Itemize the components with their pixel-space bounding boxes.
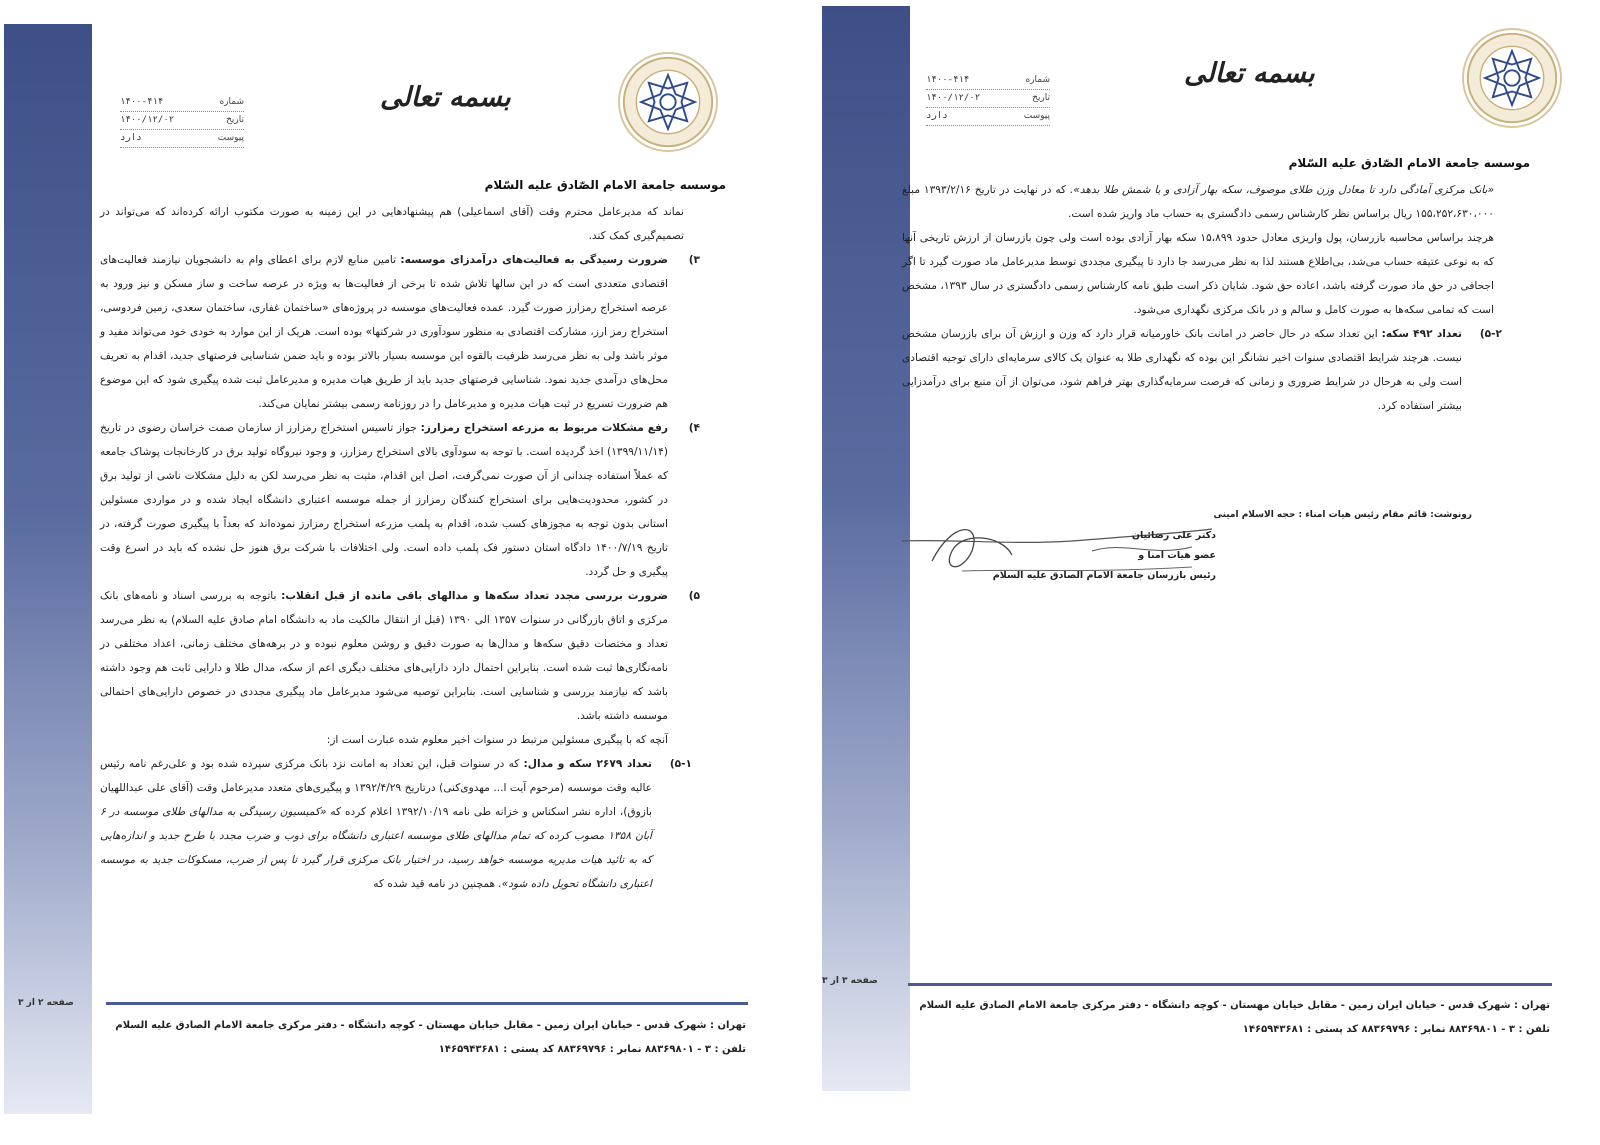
letter-page-3	[822, 6, 1600, 1091]
footer-rule	[908, 983, 1552, 986]
letter-date: ۱۴۰۰/۱۲/۰۲	[120, 115, 175, 125]
letter-number: ۱۴۰۰-۴۱۴	[926, 75, 970, 85]
letter-body	[902, 178, 1502, 418]
section-tail: همچنین در نامه قید شده که	[373, 878, 499, 890]
signer-name: دکتر علی رضائیان	[1131, 530, 1216, 541]
letter-page-2	[0, 24, 776, 1114]
signer-title: رئیس بازرسان جامعة الامام الصادق علیه السلام	[992, 570, 1216, 581]
section-number: ۵-۲)	[1479, 328, 1502, 340]
university-seal-icon	[1462, 28, 1562, 128]
section-5-2	[902, 322, 1502, 418]
section-text: این تعداد سکه در حال حاضر در امانت بانک خاورمیانه قرار دارد که وزن و ارزش آن برای بازرسان مشخص نیست. هرچند شرایط اقتصادی سنوات اخیر نشانگر این بوده که نگهداری طلا به عنوان یک کالای سرمایه‌ای دارای توجیه اقتصادی است ولی به هرحال در شرایط ضروری و زمانی که فرصت سرمایه‌گذاری بهتر فراهم شود، می‌توان از آن منبع برای درآمدزایی بیشتر استفاده کرد.	[902, 328, 1462, 412]
section-heading: تعداد ۲۶۷۹ سکه و مدال:	[523, 758, 653, 770]
section-5-1	[100, 752, 692, 896]
section-4	[100, 416, 700, 584]
page-number: صفحه ۲ از ۳	[18, 998, 74, 1008]
letter-meta	[120, 94, 244, 148]
university-seal-icon	[618, 52, 718, 152]
section-heading: رفع مشکلات مربوط به مزرعه استخراج رمزارز:	[420, 422, 668, 434]
quoted-text: «کمیسیون رسیدگی به مدالهای طلای موسسه در ۶ آبان ۱۳۵۸ مصوب کرده که تمام مدالهای طلای موسسه اعتباری دانشگاه برای ذوب و ضرب مجدد با طرح جدید و اندازه‌هایی که به تائید هیات مدیریه موسسه خواهد رسید، در اختیار بانک مرکزی قرار گیرد تا پس از ضرب، مسکوکات جدید به موسسه اعتباری دانشگاه تحویل داده شود».	[100, 806, 652, 890]
section-heading: تعداد ۴۹۲ سکه:	[1381, 328, 1462, 340]
footer-address: تهران : شهرک قدس - خیابان ایران زمین - مقابل خیابان مهستان - کوچه دانشگاه - دفتر مرکزی جامعة الامام الصادق علیه السلام	[115, 1020, 746, 1031]
letter-date: ۱۴۰۰/۱۲/۰۲	[926, 93, 981, 103]
paragraph-2: هرچند براساس محاسبه بازرسان، پول واریزی معادل حدود ۱۵،۸۹۹ سکه بهار آزادی بوده است ولی چون بازرسان از ارزش تاریخی آنها که به نوعی عتیقه حساب می‌شد، بی‌اطلاع هستند لذا به نظر می‌رسد جا دارد تا پیگیری مجددی توسط مدیرعامل ماد صورت گیرد تا اگر اجحافی در حق ماد صورت گرفته باشد، اعاده حق شود. شایان ذکر است طبق نامه کارشناس رسمی دادگستری در سال ۱۳۹۳، مشخص است که تمامی سکه‌ها به صورت کامل و سالم و در بانک مرکزی نگهداری می‌شود.	[902, 232, 1495, 316]
section-3	[100, 248, 700, 416]
section-5-followup: آنچه که با پیگیری مسئولین مرتبط در سنوات اخیر معلوم شده عبارت است از:	[326, 734, 668, 746]
signature-block	[993, 526, 1216, 586]
attachment-value: دارد	[926, 111, 948, 121]
number-label: شماره	[219, 97, 244, 107]
intro-paragraph: نماند که مدیرعامل محترم وقت (آقای اسماعیلی) هم پیشنهادهایی در این زمینه به صورت مکتوب ارائه کرده‌اند که می‌تواند در تصمیم‌گیری کمک کند.	[100, 206, 684, 242]
basmala-heading: بسمه تعالی	[380, 82, 511, 113]
signer-role: عضو هیات امنا و	[1138, 550, 1216, 561]
section-number: ۴)	[688, 422, 700, 434]
basmala-heading: بسمه تعالی	[1184, 58, 1315, 89]
date-label: تاریخ	[1032, 93, 1050, 103]
attachment-label: پیوست	[1023, 111, 1050, 121]
footer-address: تهران : شهرک قدس - خیابان ایران زمین - مقابل خیابان مهستان - کوچه دانشگاه - دفتر مرکزی جامعة الامام الصادق علیه السلام	[919, 1000, 1550, 1011]
section-text: جواز تاسیس استخراج رمزارز از سازمان صمت خراسان رضوی در تاریخ (۱۳۹۹/۱۱/۱۴) اخذ گردیده است. با توجه به سودآوی بالای استخراج رمزارز، و وجود نیروگاه تولید برق در کارخانجات پوشاک جامعه که عملاً استفاده چندانی از آن صورت نمی‌گرفت، اصل این اقدام، مثبت به نظر می‌رسد لکن به دلیل مشکلات ناشی از تولید برق در کشور، محدودیت‌هایی برای استخراج کنندگان رمزارز از جمله موسسه اعتباری دانشگاه ایجاد شده و در مواردی مسئولین استانی بدون توجه به مجوزهای کسب شده، اقدام به پلمب مزرعه استخراج رمزارز نموده‌اند که بعداً با پیگیری صورت گرفته، در تاریخ ۱۴۰۰/۷/۱۹ دادگاه استان دستور فک پلمب داده است. ولی اختلافات با شرکت برق هنوز حل نشده که باید در اسرع وقت پیگیری و حل گردد.	[100, 422, 668, 578]
section-text: باتوجه به بررسی اسناد و نامه‌های بانک مرکزی و اتاق بازرگانی در سنوات ۱۳۵۷ الی ۱۳۹۰ (قبل از انتقال مالکیت ماد به دانشگاه امام صادق علیه السلام) به نظر می‌رسد تعداد و مختصات دقیق سکه‌ها و مدال‌ها به صورت دقیق و روشن معلوم نبوده و در برهه‌های مختلف زمانی، اعداد مختلفی در نامه‌نگاری‌ها ثبت شده است. بنابراین احتمال دارد دارایی‌های مختلف دیگری اعم از سکه، مدال طلا و دارایی ثابت هم وجود داشته باشد که نیازمند بررسی و شناسایی است. بنابراین توصیه می‌شود مدیرعامل ماد پیگیری مجددی در خصوص دارایی‌های احتمالی موسسه داشته باشد.	[100, 590, 668, 722]
section-text: تامین منابع لازم برای اعطای وام به دانشجویان نیازمند فعالیت‌های اقتصادی متعددی است که در این سالها تلاش شده تا برخی از فعالیت‌ها به ویژه در عرصه ساخت و ساز مسکن و نیز ورود به عرصه استخراج رمزارز صورت گیرد. عمده فعالیت‌های موسسه در پروژه‌های «ساختمان غفاری، ساختمان سعدی، زمین فردوسی، استخراج رمز ارز، مشارکت اقتصادی به منظور سودآوری در شرکتها» بوده است. هریک از این موارد به خودی خود می‌تواند مفید و موثر باشد ولی به نظر می‌رسد ظرفیت بالقوه این موسسه بسیار بالاتر بوده و باید ضمن شناسایی فرصتهای جدید، اقدام به تعریف محل‌های درآمدی جدید نمود. شناسایی فرصتهای جدید باید از طریق هیات مدیره و مدیرعامل ثبت شده پیگیری شود که این موضوع هم ضرورت تسریع در ثبت هیات مدیره و مدیرعامل را در روزنامه رسمی بیشتر نمایان می‌کند.	[100, 254, 668, 410]
section-number: ۵-۱)	[669, 758, 692, 770]
letter-number: ۱۴۰۰-۴۱۴	[120, 97, 164, 107]
footer	[910, 994, 1550, 1042]
side-band	[4, 24, 92, 1114]
quote-tail: که در نهایت در تاریخ ۱۳۹۳/۲/۱۶ مبلغ ۱۵۵،۲۵۲،۶۳۰،۰۰۰ ریال براساس نظر کارشناس رسمی دادگستری به حساب ماد واریز شده است.	[902, 184, 1494, 220]
section-heading: ضرورت رسیدگی به فعالیت‌های درآمدزای موسسه:	[400, 254, 668, 266]
date-label: تاریخ	[226, 115, 244, 125]
cc-line: رونوشت: قائم مقام رئیس هیات امناء : حجه الاسلام امینی	[1213, 510, 1472, 520]
letter-body	[100, 200, 700, 896]
attachment-label: پیوست	[217, 133, 244, 143]
footer-contact: تلفن : ۳ - ۸۸۳۶۹۸۰۱ نمابر : ۸۸۳۶۹۷۹۶ کد پستی : ۱۴۶۵۹۴۳۶۸۱	[438, 1044, 746, 1055]
footer-rule	[106, 1002, 748, 1005]
footer-contact: تلفن : ۳ - ۸۸۳۶۹۸۰۱ نمابر : ۸۸۳۶۹۷۹۶ کد پستی : ۱۴۶۵۹۴۳۶۸۱	[1242, 1024, 1550, 1035]
org-title: موسسه جامعة الامام الصّادق علیه السّلام	[1288, 156, 1530, 170]
number-label: شماره	[1025, 75, 1050, 85]
section-heading: ضرورت بررسی مجدد تعداد سکه‌ها و مدالهای باقی مانده از قبل انقلاب:	[281, 590, 668, 602]
org-title: موسسه جامعة الامام الصّادق علیه السّلام	[484, 178, 726, 192]
section-number: ۳)	[688, 254, 700, 266]
letter-meta	[926, 72, 1050, 126]
section-text: که در سنوات قبل، این تعداد به امانت نزد بانک مرکزی سپرده شده بود و علی‌رغم نامه رئیس عالیه وقت موسسه (مرحوم آیت ا... مهدوی‌کنی) درتاریخ ۱۳۹۲/۴/۲۹ و پیگیری‌های متعدد مدیرعامل وقت (آقای علی عبداللهیان بازوق)، اداره نشر اسکناس و خزانه طی نامه ۱۳۹۲/۱۰/۱۹ اعلام کرده که	[100, 758, 652, 818]
attachment-value: دارد	[120, 133, 142, 143]
section-number: ۵)	[688, 590, 700, 602]
quoted-text: «بانک مرکزی آمادگی دارد تا معادل وزن طلای موصوف، سکه بهار آزادی و یا شمش طلا بدهد».	[1069, 184, 1494, 196]
footer	[106, 1014, 746, 1062]
quote-continuation	[902, 178, 1496, 226]
section-5	[100, 584, 700, 728]
page-number: صفحه ۳ از ۳	[822, 976, 878, 986]
